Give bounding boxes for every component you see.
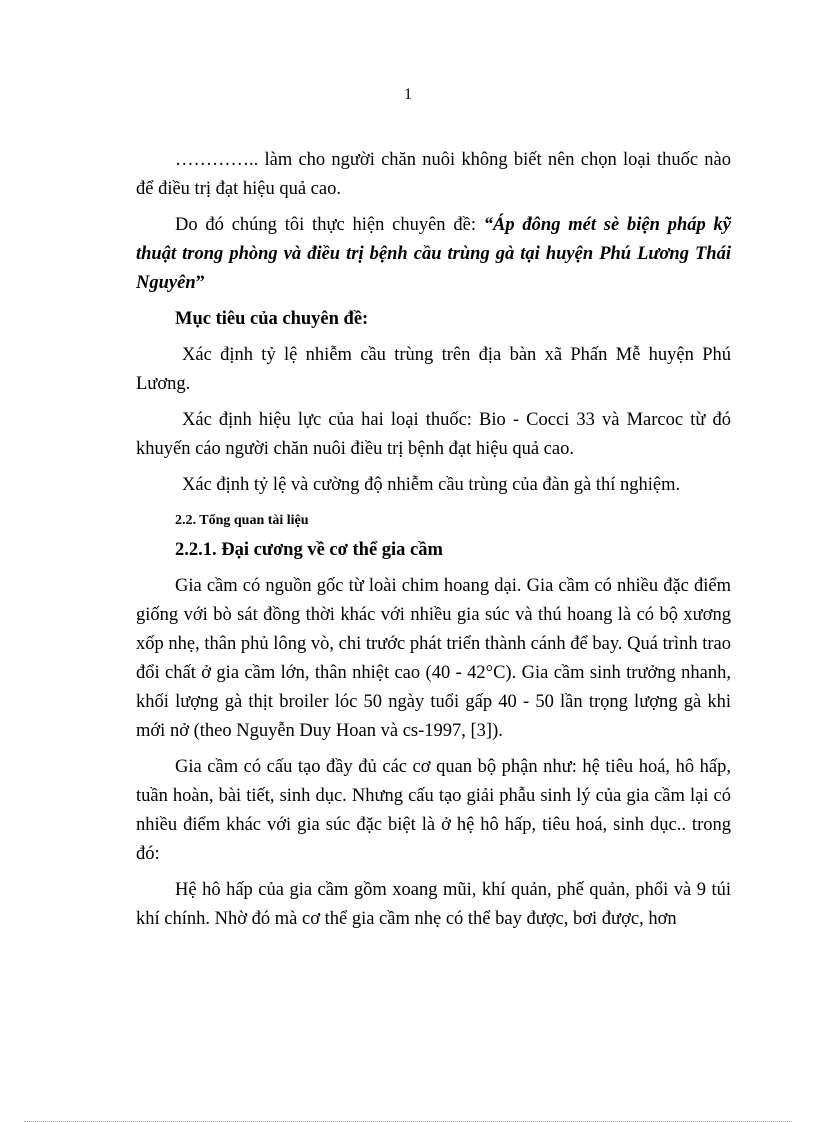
objective-3: Xác định tỷ lệ và cường độ nhiễm cầu trùng của đàn gà thí nghiệm. xyxy=(182,475,681,495)
paragraph-intro: ………….. làm cho người chăn nuôi không biết nên chọn loại thuốc nào để điều trị đạt hiệu quả cao. xyxy=(136,150,731,199)
objective-2: Xác định hiệu lực của hai loại thuốc: Bio - Cocci 33 và Marcoc từ đó khuyến cáo người chăn nuôi điều trị bệnh đạt hiệu quả cao. xyxy=(136,410,731,459)
topic-lead: Do đó chúng tôi thực hiện chuyên đề: xyxy=(175,215,484,235)
section-heading-2-2: 2.2. Tổng quan tài liệu xyxy=(175,513,309,528)
topic-title: “Áp đông mét sè biện pháp kỹ thuật trong phòng và điều trị bệnh cầu trùng gà tại huyện Phú Lương Thái Nguyên xyxy=(136,215,731,293)
document-body xyxy=(136,146,731,934)
section-heading-2-2-1: 2.2.1. Đại cương về cơ thể gia cầm xyxy=(175,540,443,560)
page-bottom-border xyxy=(24,1121,792,1122)
topic-close-quote: ” xyxy=(195,273,205,293)
paragraph-poultry-anatomy: Gia cầm có cấu tạo đầy đủ các cơ quan bộ phận như: hệ tiêu hoá, hô hấp, tuần hoàn, bài tiết, sinh dục. Nhưng cấu tạo giải phẫu sinh lý của gia cầm lại có nhiều điểm khác với gia súc đặc biệt là ở hệ hô hấp, tiêu hoá, sinh dục.. trong đó: xyxy=(136,757,731,864)
paragraph-poultry-origin: Gia cầm có nguồn gốc từ loài chim hoang dại. Gia cầm có nhiều đặc điểm giống với bò sát đồng thời khác với nhiều gia súc và thú hoang là có bộ xương xốp nhẹ, thân phủ lông vò, chi trước phát triển thành cánh để bay. Quá trình trao đổi chất ở gia cầm lớn, thân nhiệt cao (40 - 42°C). Gia cầm sinh trưởng nhanh, khối lượng gà thịt broiler lóc 50 ngày tuổi gấp 40 - 50 lần trọng lượng gà khi mới nở (theo Nguyễn Duy Hoan và cs-1997, [3]). xyxy=(136,576,731,741)
objectives-heading: Mục tiêu của chuyên đề: xyxy=(175,309,369,329)
paragraph-topic xyxy=(136,211,731,298)
page-number: 1 xyxy=(404,86,412,103)
objective-1: Xác định tỷ lệ nhiễm cầu trùng trên địa bàn xã Phấn Mễ huyện Phú Lương. xyxy=(136,345,731,394)
paragraph-respiratory: Hệ hô hấp của gia cầm gồm xoang mũi, khí quản, phế quản, phổi và 9 túi khí chính. Nhờ đó mà cơ thể gia cầm nhẹ có thể bay được, bơi được, hơn xyxy=(136,880,731,929)
